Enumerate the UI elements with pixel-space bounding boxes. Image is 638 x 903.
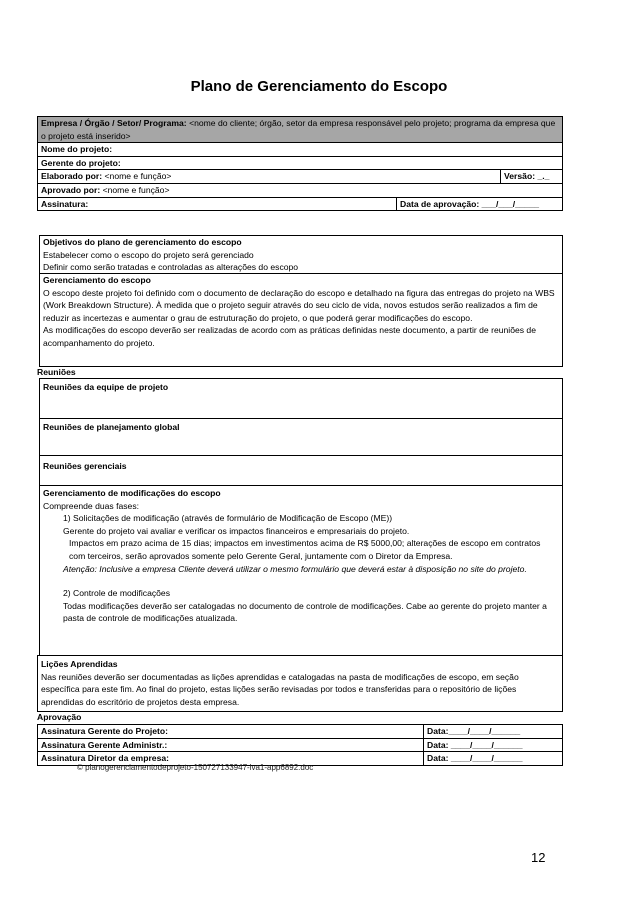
aprovacao-row-date: Data:____/____/______	[424, 725, 563, 739]
reunioes-equipe-section	[39, 378, 563, 419]
aprovado-value: <nome e função>	[102, 184, 170, 195]
gerente-label: Gerente do projeto:	[38, 156, 563, 170]
reunioes-gerenciais-section	[39, 455, 563, 486]
modificacoes-item-2-paragraph-1: Todas modificações deverão ser catalogadas no documento de controle de modificações. Cabe ao gerente do projeto manter a pasta de controle de modificações atualizada.	[63, 600, 547, 624]
elaborado-row	[38, 170, 563, 184]
licoes-text: Nas reuniões deverão ser documentadas as lições aprendidas e catalogadas na pasta de modificações de escopo, em seção específica para este fim. Ao final do projeto, estas lições serão revisadas por todos e transferidas para o repositório de lições aprendidas do escritório de projetos desta empresa.	[41, 671, 519, 707]
empresa-label: Empresa / Órgão / Setor/ Programa:	[41, 118, 187, 128]
page-number: 12	[531, 850, 546, 865]
reunioes-gerenciais-heading: Reuniões gerenciais	[43, 461, 127, 471]
header-table	[37, 116, 563, 211]
nome-projeto-label: Nome do projeto:	[38, 143, 563, 157]
aprovacao-row	[38, 725, 563, 739]
gerenciamento-heading: Gerenciamento do escopo	[43, 275, 151, 285]
modificacoes-heading: Gerenciamento de modificações do escopo	[43, 488, 221, 498]
licoes-heading: Lições Aprendidas	[41, 659, 118, 669]
gerenciamento-paragraph-1: O escopo deste projeto foi definido com o documento de declaração do escopo e detalhado na figura das entregas do projeto na WBS (Work Breakdown Structure). À medida que o projeto seguir através do seu ciclo de vida, novos estudos serão realizados a fim de reduzir as incertezas e aumentar o grau de estruturação do projeto, o que poderá gerar modificações do escopo.	[43, 287, 555, 323]
aprovacao-row-date: Data: ____/____/______	[424, 752, 563, 766]
gerenciamento-section	[39, 273, 563, 367]
aprovacao-row	[38, 738, 563, 752]
modificacoes-intro: Compreende duas fases:	[43, 500, 140, 511]
empresa-row	[38, 117, 563, 143]
data-aprovacao-label: Data de aprovação: ___/___/_____	[396, 198, 539, 211]
modificacoes-section	[39, 485, 563, 656]
licoes-section	[37, 655, 563, 712]
objetivos-section	[39, 235, 563, 274]
gerente-row	[38, 156, 563, 170]
objetivos-heading: Objetivos do plano de gerenciamento do escopo	[43, 237, 242, 247]
aprovacao-label: Aprovação	[37, 712, 82, 722]
gerenciamento-paragraph-2: As modificações do escopo deverão ser realizadas de acordo com as práticas definidas neste documento, a partir de reuniões de acompanhamento do projeto.	[43, 325, 536, 348]
aprovacao-row-label: Assinatura Diretor da empresa:	[38, 752, 424, 766]
versao-label: Versão: _._	[501, 170, 563, 184]
objetivos-line-1: Estabelecer como o escopo do projeto será gerenciado	[43, 249, 254, 260]
modificacoes-item-1-paragraph-2: Impactos em prazo acima de 15 dias; impactos em investimentos acima de R$ 5000,00; alterações de escopo em contratos com terceiros, serão aprovados somente pelo Gerente Geral, juntamente com o Diretor da Empresa.	[69, 538, 541, 561]
aprovacao-table	[37, 724, 563, 766]
aprovacao-row-date: Data: ____/____/______	[424, 738, 563, 752]
aprovado-label: Aprovado por:	[41, 184, 101, 195]
assinatura-row	[38, 197, 563, 211]
reunioes-equipe-heading: Reuniões da equipe de projeto	[43, 382, 169, 392]
modificacoes-item-1-title: 1) Solicitações de modificação (através de formulário de Modificação de Escopo (ME))	[63, 513, 393, 524]
reunioes-label: Reuniões	[37, 367, 76, 377]
reunioes-planejamento-section	[39, 418, 563, 456]
aprovado-row	[38, 183, 563, 197]
objetivos-line-2: Definir como serão tratadas e controladas as alterações do escopo	[43, 262, 299, 273]
page-title: Plano de Gerenciamento do Escopo	[190, 78, 448, 95]
aprovacao-row-label: Assinatura Gerente do Projeto:	[38, 725, 424, 739]
elaborado-value: <nome e função>	[104, 171, 172, 182]
file-name-note: © planogerenciamentodeprojeto-150727133947-lva1-app6892.doc	[77, 763, 314, 772]
elaborado-label: Elaborado por:	[41, 171, 103, 182]
modificacoes-item-1-paragraph-1: Gerente do projeto vai avaliar e verificar os impactos financeiros e empresariais do projeto.	[63, 525, 410, 536]
empresa-value: <nome do cliente; órgão, setor da empresa responsável pelo projeto; programa da empresa que o projeto está inserido>	[41, 118, 556, 141]
reunioes-planejamento-heading: Reuniões de planejamento global	[43, 422, 180, 432]
nome-projeto-row	[38, 143, 563, 157]
aprovacao-row-label: Assinatura Gerente Administr.:	[38, 738, 424, 752]
modificacoes-item-1-note: Atenção: Inclusive a empresa Cliente deverá utilizar o mesmo formulário que deverá estar à disposição no site do projeto.	[63, 563, 527, 574]
modificacoes-item-2-title: 2) Controle de modificações	[63, 588, 170, 599]
assinatura-label: Assinatura:	[41, 198, 89, 209]
